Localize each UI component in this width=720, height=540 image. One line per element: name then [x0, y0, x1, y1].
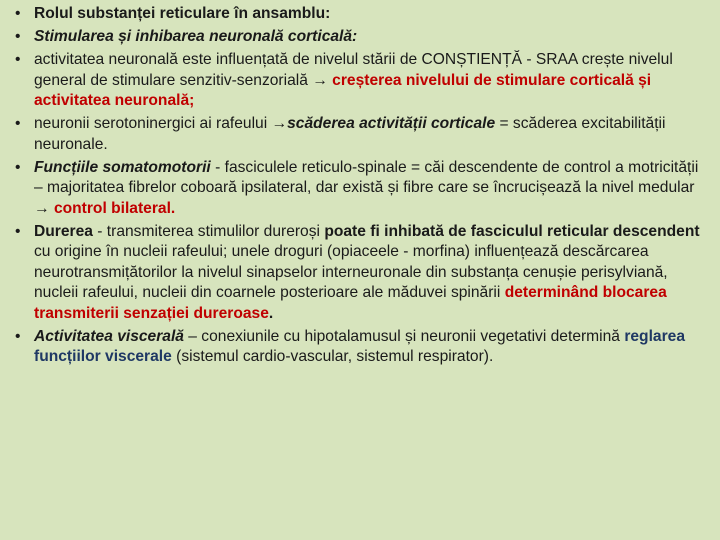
highlight-text: reglarea funcțiilor viscerale — [34, 327, 685, 365]
emphasis-text: scăderea activității corticale — [287, 115, 496, 132]
bullet-item — [12, 114, 710, 155]
highlight-text: control bilateral. — [53, 199, 176, 217]
body-text: - transmiterea stimulilor dureroși — [92, 222, 325, 240]
body-text: – conexiunile cu hipotalamusul și neuronii vegetativi determină — [183, 327, 625, 345]
body-text: = scăderea excitabilității neuronale. — [34, 115, 666, 153]
bullet-item — [12, 327, 710, 368]
bullet-item — [12, 222, 710, 325]
emphasis-text: poate fi inhibată de fasciculul reticular descendent — [324, 222, 700, 240]
highlight-text: determinând blocarea transmiterii senzației dureroase — [34, 284, 667, 322]
body-text: neuronii serotoninergici ai rafeului — [34, 115, 272, 132]
bullet-list — [12, 4, 710, 368]
emphasis-text: Durerea — [34, 222, 93, 240]
subheading-text: Stimularea și inhibarea neuronală corticală: — [34, 28, 358, 45]
body-text: - fasciculele reticulo-spinale = căi descendente de control a motricității – majoritatea fibrelor coboară ipsilateral, dar există și fibre care se încrucișează la nivel medular — [34, 158, 699, 196]
emphasis-text: Funcțiile somatomotorii — [34, 158, 211, 176]
body-text: cu origine în nucleii rafeului; unele droguri (opiaceele - morfina) influențează descărcarea neurotransmițătorilor la nivelul sinapselor interneuronale din substanța cenușie perisylviană, nucleii rafeului, nucleii din coarnele posterioare ale măduvei spinării — [34, 243, 668, 301]
body-text: (sistemul cardio-vascular, sistemul respirator). — [171, 348, 494, 365]
body-text: activitatea neuronală este influențată de nivelul stării de CONȘTIENȚĂ - SRAA crește nivelul general de stimulare senzitiv-senzorială — [34, 51, 673, 89]
body-text: . — [268, 304, 274, 322]
arrow-icon: → — [34, 199, 54, 217]
arrow-icon: → — [271, 115, 288, 132]
arrow-icon: → — [312, 71, 333, 89]
highlight-text: creșterea nivelului de stimulare corticală și activitatea neuronală; — [34, 71, 652, 109]
bullet-item — [12, 50, 710, 112]
bullet-item — [12, 158, 710, 220]
bullet-item — [12, 4, 710, 25]
bullet-item — [12, 27, 710, 48]
emphasis-text: Activitatea viscerală — [34, 327, 184, 345]
heading-text: Rolul substanței reticulare în ansamblu: — [34, 5, 331, 22]
